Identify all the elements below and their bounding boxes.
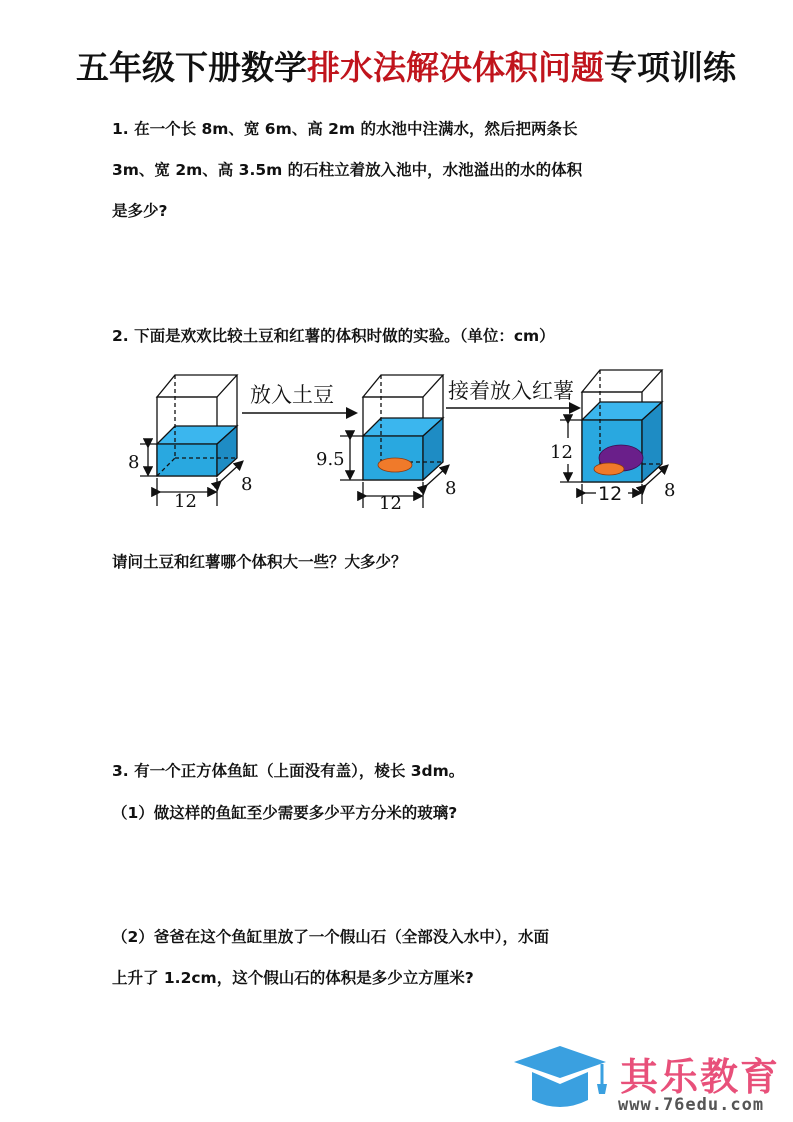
brand-logo xyxy=(508,1040,793,1122)
title-part1: 五年级下册数学 xyxy=(76,48,307,87)
svg-text:8: 8 xyxy=(241,474,253,495)
svg-text:12: 12 xyxy=(550,442,573,463)
svg-text:12: 12 xyxy=(379,493,402,514)
svg-text:接着放入红薯: 接着放入红薯 xyxy=(448,379,574,403)
q1-line3: 是多少? xyxy=(112,202,168,220)
q1-line1: 1. 在一个长 8m、宽 6m、高 2m 的水池中注满水，然后把两条长 xyxy=(112,120,578,138)
svg-text:8: 8 xyxy=(128,452,140,473)
svg-text:12: 12 xyxy=(598,483,623,505)
q2-question: 请问土豆和红薯哪个体积大一些？大多少？ xyxy=(112,553,407,571)
container-box-2 xyxy=(340,375,448,508)
svg-text:12: 12 xyxy=(174,491,197,512)
brand-url: www.76edu.com xyxy=(618,1095,765,1115)
page-title xyxy=(76,46,736,90)
graduation-cap-icon xyxy=(508,1040,613,1122)
q3-sub1: （1）做这样的鱼缸至少需要多少平方分米的玻璃? xyxy=(112,804,458,822)
title-part3: 专项训练 xyxy=(604,48,736,87)
brand-name: 其乐教育 xyxy=(620,1055,781,1099)
title-highlight: 排水法解决体积问题 xyxy=(307,48,604,87)
experiment-diagram xyxy=(120,362,690,522)
svg-text:9.5: 9.5 xyxy=(316,449,345,470)
container-box-1 xyxy=(140,375,242,506)
q1-line2: 3m、宽 2m、高 3.5m 的石柱立着放入池中，水池溢出的水的体积 xyxy=(112,161,583,179)
svg-text:8: 8 xyxy=(445,478,457,499)
q3-intro: 3. 有一个正方体鱼缸（上面没有盖），棱长 3dm。 xyxy=(112,762,465,780)
q3-sub2-line1: （2）爸爸在这个鱼缸里放了一个假山石（全部没入水中），水面 xyxy=(112,928,550,946)
q2-intro: 2. 下面是欢欢比较土豆和红薯的体积时做的实验。（单位：cm） xyxy=(112,327,555,345)
svg-text:8: 8 xyxy=(664,480,676,501)
svg-text:放入土豆: 放入土豆 xyxy=(250,383,334,407)
q3-sub2-line2: 上升了 1.2cm，这个假山石的体积是多少立方厘米? xyxy=(112,969,474,987)
